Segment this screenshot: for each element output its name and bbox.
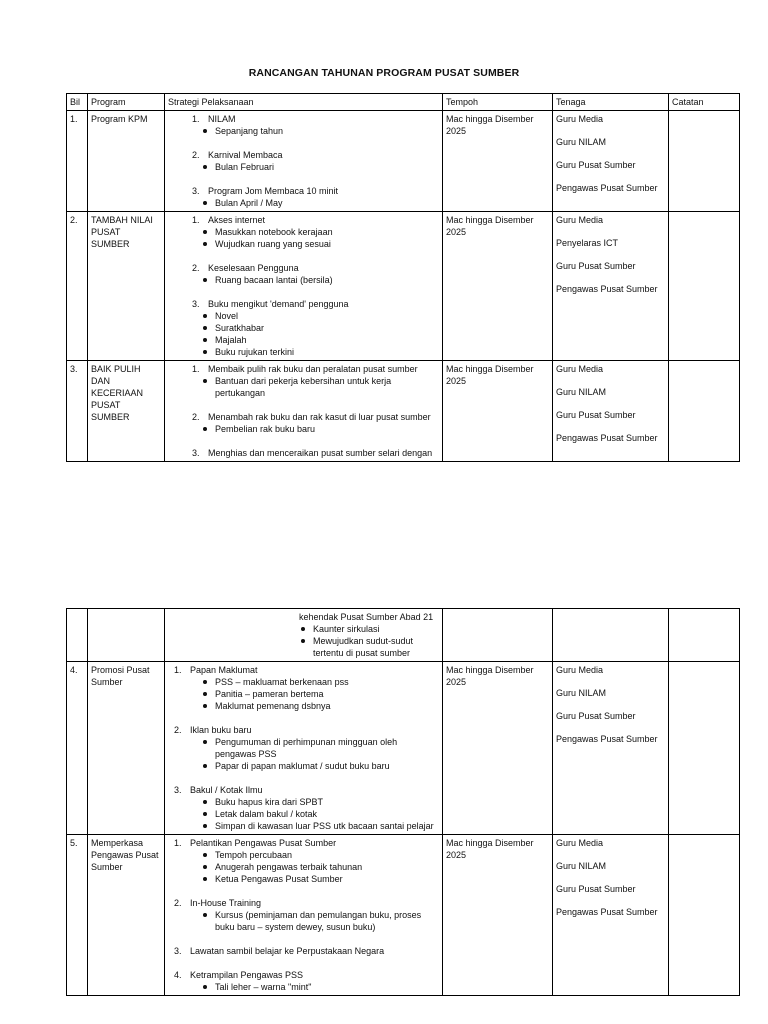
row-strategi bbox=[165, 361, 443, 462]
strategy-item bbox=[168, 945, 439, 957]
row-tempoh: Mac hingga Disember 2025 bbox=[443, 212, 553, 361]
table-row bbox=[67, 111, 740, 212]
header-catatan: Catatan bbox=[669, 94, 740, 111]
list-item: Maklumat pemenang dsbnya bbox=[201, 700, 439, 712]
strategy-item bbox=[168, 837, 439, 849]
row-tenaga bbox=[553, 212, 669, 361]
program-table-continued bbox=[66, 608, 740, 996]
list-item: Simpan di kawasan luar PSS utk bacaan santai pelajar bbox=[201, 820, 439, 832]
strategy-title: NILAM bbox=[208, 114, 236, 124]
strategy-number: 1. bbox=[174, 665, 182, 675]
strategy-title: Karnival Membaca bbox=[208, 150, 283, 160]
table-row bbox=[67, 662, 740, 835]
spacer bbox=[168, 933, 439, 945]
strategy-title: Menghias dan menceraikan pusat sumber selari dengan bbox=[208, 448, 433, 458]
strategy-title: Papan Maklumat bbox=[190, 665, 258, 675]
strategy-bullets bbox=[168, 226, 439, 250]
strategy-number: 2. bbox=[192, 263, 200, 273]
spacer bbox=[168, 250, 439, 262]
list-item: Mewujudkan sudut-sudut tertentu di pusat sumber bbox=[299, 635, 439, 659]
spacer bbox=[168, 885, 439, 897]
table-row bbox=[67, 361, 740, 462]
list-item: Bulan April / May bbox=[201, 197, 439, 209]
strategy-item bbox=[168, 411, 439, 423]
list-item: Letak dalam bakul / kotak bbox=[201, 808, 439, 820]
strategy-number: 3. bbox=[174, 785, 182, 795]
strategy-title: Pelantikan Pengawas Pusat Sumber bbox=[190, 838, 337, 848]
strategy-bullets bbox=[168, 849, 439, 885]
spacer bbox=[168, 399, 439, 411]
row-tempoh: Mac hingga Disember 2025 bbox=[443, 835, 553, 996]
strategy-number: 2. bbox=[174, 898, 182, 908]
tenaga-item: Guru Media bbox=[556, 838, 604, 848]
spacer bbox=[168, 137, 439, 149]
list-item: Tempoh percubaan bbox=[201, 849, 439, 861]
header-program: Program bbox=[88, 94, 165, 111]
list-item: Pembelian rak buku baru bbox=[201, 423, 439, 435]
strategy-list bbox=[168, 363, 439, 459]
tenaga-item: Pengawas Pusat Sumber bbox=[556, 734, 658, 744]
continuation-cell bbox=[165, 609, 443, 662]
row-program: BAIK PULIH DAN KECERIAAN PUSAT SUMBER bbox=[88, 361, 165, 462]
strategy-title: Akses internet bbox=[208, 215, 266, 225]
row-catatan bbox=[669, 111, 740, 212]
list-item: Tali leher – warna "mint" bbox=[201, 981, 439, 993]
strategy-title: Menambah rak buku dan rak kasut di luar pusat sumber bbox=[208, 412, 431, 422]
row-strategi bbox=[165, 111, 443, 212]
strategy-item bbox=[168, 363, 439, 375]
strategy-item bbox=[168, 724, 439, 736]
strategy-number: 1. bbox=[192, 215, 200, 225]
tenaga-item: Guru Media bbox=[556, 364, 604, 374]
tenaga-item: Guru Pusat Sumber bbox=[556, 711, 636, 721]
tenaga-item: Guru Pusat Sumber bbox=[556, 261, 636, 271]
strategy-bullets bbox=[168, 909, 439, 933]
list-item: Sepanjang tahun bbox=[201, 125, 439, 137]
list-item: Papar di papan maklumat / sudut buku baru bbox=[201, 760, 439, 772]
header-strategi: Strategi Pelaksanaan bbox=[165, 94, 443, 111]
list-item: PSS – makluamat berkenaan pss bbox=[201, 676, 439, 688]
list-item: Buku rujukan terkini bbox=[201, 346, 439, 358]
row-catatan bbox=[669, 835, 740, 996]
tenaga-item: Guru NILAM bbox=[556, 861, 607, 871]
program-table bbox=[66, 93, 740, 462]
table-row bbox=[67, 212, 740, 361]
row-tenaga bbox=[553, 662, 669, 835]
strategy-number: 2. bbox=[192, 412, 200, 422]
strategy-bullets bbox=[168, 676, 439, 712]
strategy-number: 1. bbox=[192, 114, 200, 124]
strategy-title: Keselesaan Pengguna bbox=[208, 263, 299, 273]
row-tenaga bbox=[553, 835, 669, 996]
strategy-number: 2. bbox=[174, 725, 182, 735]
row-bil: 2. bbox=[67, 212, 88, 361]
strategy-title: Ketrampilan Pengawas PSS bbox=[190, 970, 304, 980]
row-bil: 5. bbox=[67, 835, 88, 996]
tenaga-item: Guru NILAM bbox=[556, 137, 607, 147]
spacer bbox=[168, 435, 439, 447]
tenaga-item: Guru Media bbox=[556, 665, 604, 675]
row-program: Program KPM bbox=[88, 111, 165, 212]
strategy-item bbox=[168, 262, 439, 274]
header-bil: Bil bbox=[67, 94, 88, 111]
row-strategi bbox=[165, 662, 443, 835]
list-item: Ruang bacaan lantai (bersila) bbox=[201, 274, 439, 286]
spacer bbox=[168, 957, 439, 969]
strategy-bullets bbox=[168, 981, 439, 993]
header-tenaga: Tenaga bbox=[553, 94, 669, 111]
list-item: Bulan Februari bbox=[201, 161, 439, 173]
strategy-item bbox=[168, 784, 439, 796]
row-program: Memperkasa Pengawas Pusat Sumber bbox=[88, 835, 165, 996]
strategy-bullets bbox=[168, 310, 439, 358]
row-program: Promosi Pusat Sumber bbox=[88, 662, 165, 835]
tenaga-item: Guru NILAM bbox=[556, 688, 607, 698]
row-catatan bbox=[669, 212, 740, 361]
row-catatan bbox=[669, 662, 740, 835]
strategy-list bbox=[168, 214, 439, 358]
row-strategi bbox=[165, 212, 443, 361]
strategy-number: 3. bbox=[192, 299, 200, 309]
strategy-item bbox=[168, 664, 439, 676]
row-bil: 3. bbox=[67, 361, 88, 462]
list-item: Suratkhabar bbox=[201, 322, 439, 334]
tenaga-item: Guru Media bbox=[556, 215, 604, 225]
row-tempoh: Mac hingga Disember 2025 bbox=[443, 111, 553, 212]
strategy-list bbox=[168, 664, 439, 832]
strategy-title: Bakul / Kotak Ilmu bbox=[190, 785, 263, 795]
row-strategi bbox=[165, 835, 443, 996]
strategy-title: Lawatan sambil belajar ke Perpustakaan Negara bbox=[190, 946, 385, 956]
strategy-bullets bbox=[168, 197, 439, 209]
row-bil: 1. bbox=[67, 111, 88, 212]
spacer bbox=[168, 286, 439, 298]
strategy-title: Buku mengikut 'demand' pengguna bbox=[208, 299, 349, 309]
strategy-bullets bbox=[168, 125, 439, 137]
list-item: Panitia – pameran bertema bbox=[201, 688, 439, 700]
list-item: Novel bbox=[201, 310, 439, 322]
strategy-title: Membaik pulih rak buku dan peralatan pusat sumber bbox=[208, 364, 418, 374]
row-bil: 4. bbox=[67, 662, 88, 835]
strategy-number: 3. bbox=[174, 946, 182, 956]
tenaga-item: Guru Pusat Sumber bbox=[556, 410, 636, 420]
spacer bbox=[168, 712, 439, 724]
list-item: Kaunter sirkulasi bbox=[299, 623, 439, 635]
row-tempoh: Mac hingga Disember 2025 bbox=[443, 662, 553, 835]
list-item: Wujudkan ruang yang sesuai bbox=[201, 238, 439, 250]
continuation-bullets bbox=[168, 623, 439, 659]
strategy-list bbox=[168, 837, 439, 993]
strategy-item bbox=[168, 298, 439, 310]
list-item: Pengumuman di perhimpunan mingguan oleh pengawas PSS bbox=[201, 736, 439, 760]
strategy-number: 2. bbox=[192, 150, 200, 160]
strategy-item bbox=[168, 185, 439, 197]
strategy-title: Program Jom Membaca 10 minit bbox=[208, 186, 339, 196]
strategy-list bbox=[168, 113, 439, 209]
list-item: Bantuan dari pekerja kebersihan untuk kerja pertukangan bbox=[201, 375, 439, 399]
strategy-item bbox=[168, 969, 439, 981]
list-item: Kursus (peminjaman dan pemulangan buku, proses buku baru – system dewey, susun buku) bbox=[201, 909, 439, 933]
tenaga-item: Guru NILAM bbox=[556, 387, 607, 397]
spacer bbox=[168, 173, 439, 185]
strategy-number: 3. bbox=[192, 448, 200, 458]
list-item: Ketua Pengawas Pusat Sumber bbox=[201, 873, 439, 885]
strategy-number: 1. bbox=[192, 364, 200, 374]
strategy-number: 1. bbox=[174, 838, 182, 848]
header-tempoh: Tempoh bbox=[443, 94, 553, 111]
table-row bbox=[67, 835, 740, 996]
list-item: Masukkan notebook kerajaan bbox=[201, 226, 439, 238]
table-header-row bbox=[67, 94, 740, 111]
strategy-bullets bbox=[168, 423, 439, 435]
table-row-continuation bbox=[67, 609, 740, 662]
row-tenaga bbox=[553, 361, 669, 462]
row-catatan bbox=[669, 361, 740, 462]
list-item: Buku hapus kira dari SPBT bbox=[201, 796, 439, 808]
tenaga-item: Guru Pusat Sumber bbox=[556, 160, 636, 170]
strategy-bullets bbox=[168, 375, 439, 399]
strategy-item bbox=[168, 149, 439, 161]
strategy-item bbox=[168, 897, 439, 909]
strategy-item bbox=[168, 214, 439, 226]
strategy-item bbox=[168, 113, 439, 125]
tenaga-item: Pengawas Pusat Sumber bbox=[556, 907, 658, 917]
continuation-text: kehendak Pusat Sumber Abad 21 bbox=[299, 612, 434, 622]
strategy-bullets bbox=[168, 736, 439, 772]
strategy-bullets bbox=[168, 796, 439, 832]
tenaga-item: Guru Pusat Sumber bbox=[556, 884, 636, 894]
row-tempoh: Mac hingga Disember 2025 bbox=[443, 361, 553, 462]
row-tenaga bbox=[553, 111, 669, 212]
tenaga-item: Penyelaras ICT bbox=[556, 238, 619, 248]
spacer bbox=[168, 772, 439, 784]
strategy-item bbox=[168, 447, 439, 459]
tenaga-item: Pengawas Pusat Sumber bbox=[556, 433, 658, 443]
tenaga-item: Guru Media bbox=[556, 114, 604, 124]
list-item: Anugerah pengawas terbaik tahunan bbox=[201, 861, 439, 873]
list-item: Majalah bbox=[201, 334, 439, 346]
tenaga-item: Pengawas Pusat Sumber bbox=[556, 284, 658, 294]
strategy-bullets bbox=[168, 161, 439, 173]
row-program: TAMBAH NILAI PUSAT SUMBER bbox=[88, 212, 165, 361]
tenaga-item: Pengawas Pusat Sumber bbox=[556, 183, 658, 193]
strategy-number: 3. bbox=[192, 186, 200, 196]
strategy-number: 4. bbox=[174, 970, 182, 980]
document-title: RANCANGAN TAHUNAN PROGRAM PUSAT SUMBER bbox=[248, 67, 520, 79]
strategy-title: Iklan buku baru bbox=[190, 725, 252, 735]
strategy-title: In-House Training bbox=[190, 898, 262, 908]
strategy-bullets bbox=[168, 274, 439, 286]
